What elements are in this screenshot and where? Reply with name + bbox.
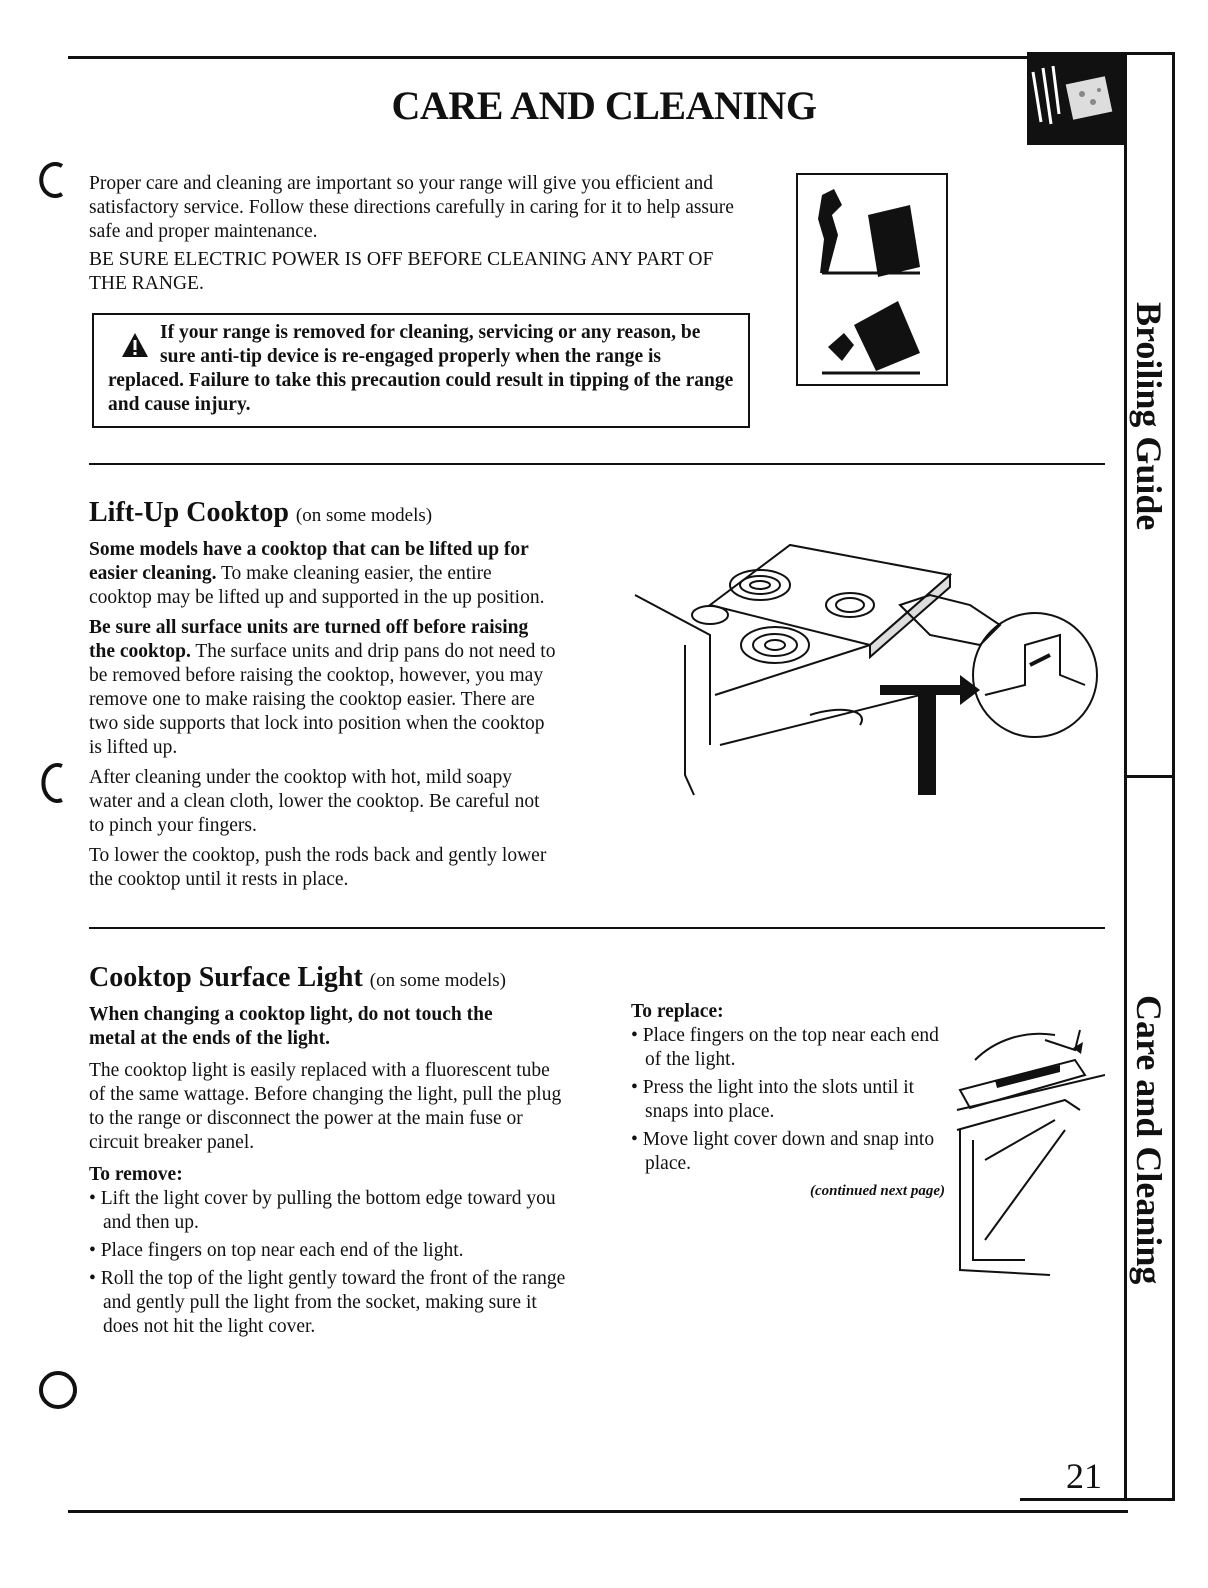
lift-up-cooktop-illustration (630, 535, 1110, 815)
continued-note: (continued next page) (810, 1183, 945, 1199)
surface-light-paragraph: The cooktop light is easily replaced with a fluorescent tube of the same wattage. Before changing the light, pull the plug to the range or disconnect the power at the main fuse or circuit breaker panel. (89, 1060, 562, 1153)
page-number: 21 (1066, 1456, 1102, 1496)
replace-step: • Move light cover down and snap into place. (631, 1128, 951, 1176)
lift-up-body (89, 538, 559, 892)
anti-tip-warning-text: If your range is removed for cleaning, servicing or any reason, be sure anti-tip device is re-engaged properly when the range is replaced. Failure to take this precaution could result in tipping of the range and cause injury. (108, 322, 734, 415)
remove-steps (89, 1187, 569, 1339)
bottom-tab-rule (1020, 1498, 1175, 1501)
tab-care-and-cleaning[interactable]: Care and Cleaning (1129, 995, 1169, 1285)
top-tab-rule (1124, 52, 1175, 55)
binding-hole-mark (36, 760, 68, 806)
power-notice: BE SURE ELECTRIC POWER IS OFF BEFORE CLEANING ANY PART OF THE RANGE. (89, 249, 714, 294)
remove-step: • Lift the light cover by pulling the bottom edge toward you and then up. (89, 1187, 569, 1235)
surface-light-caution: When changing a cooktop light, do not touch the metal at the ends of the light. (89, 1004, 493, 1049)
warning-triangle-icon (120, 331, 150, 359)
tab-divider (1124, 775, 1175, 778)
anti-tip-warning-box (92, 313, 750, 428)
tab-broiling-guide[interactable]: Broiling Guide (1129, 301, 1169, 531)
remove-step: • Place fingers on top near each end of the light. (89, 1239, 569, 1263)
surface-light-heading (89, 962, 506, 994)
surface-light-illustration (955, 1020, 1105, 1280)
surface-light-title: Cooktop Surface Light (89, 962, 363, 993)
section-divider (89, 463, 1105, 465)
surface-light-left-column (89, 1003, 569, 1343)
lift-up-qualifier: (on some models) (295, 505, 433, 526)
page-title: CARE AND CLEANING (391, 83, 817, 128)
remove-step: • Roll the top of the light gently toward the front of the range and gently pull the light from the socket, making sure it does not hit the light cover. (89, 1267, 569, 1339)
top-rule (68, 56, 1126, 59)
intro-paragraph: Proper care and cleaning are important so your range will give you efficient and satisfactory service. Follow these directions carefully in caring for it to help assure safe and proper maintenance. (89, 173, 734, 242)
replace-steps (631, 1024, 951, 1176)
anti-tip-illustration (796, 173, 948, 386)
section-divider (89, 927, 1105, 929)
lift-up-paragraph: Be sure all surface units are turned off before raising the cooktop. The surface units and drip pans do not need to be removed before raising the cooktop, however, you may remove one to make raising the cooktop easier. There are two side supports that lock into position when the cooktop is lifted up. (89, 617, 556, 758)
binding-hole-mark (36, 160, 68, 200)
remove-heading: To remove: (89, 1164, 183, 1185)
replace-step: • Place fingers on the top near each end of the light. (631, 1024, 951, 1072)
lift-up-heading (89, 497, 432, 529)
surface-light-right-column (631, 1000, 951, 1180)
bottom-rule (68, 1510, 1128, 1513)
replace-step: • Press the light into the slots until it snaps into place. (631, 1076, 951, 1124)
replace-heading: To replace: (631, 1001, 724, 1022)
lift-up-paragraph: After cleaning under the cooktop with hot, mild soapy water and a clean cloth, lower the cooktop. Be careful not to pinch your fingers. (89, 767, 540, 836)
lift-up-paragraph: Some models have a cooktop that can be lifted up for easier cleaning. To make cleaning easier, the entire cooktop may be lifted up and supported in the up position. (89, 539, 545, 608)
surface-light-qualifier: (on some models) (369, 970, 506, 991)
lift-up-paragraph: To lower the cooktop, push the rods back and gently lower the cooktop until it rests in place. (89, 845, 547, 890)
lift-up-title: Lift-Up Cooktop (89, 497, 289, 528)
binding-hole-mark (36, 1368, 80, 1412)
